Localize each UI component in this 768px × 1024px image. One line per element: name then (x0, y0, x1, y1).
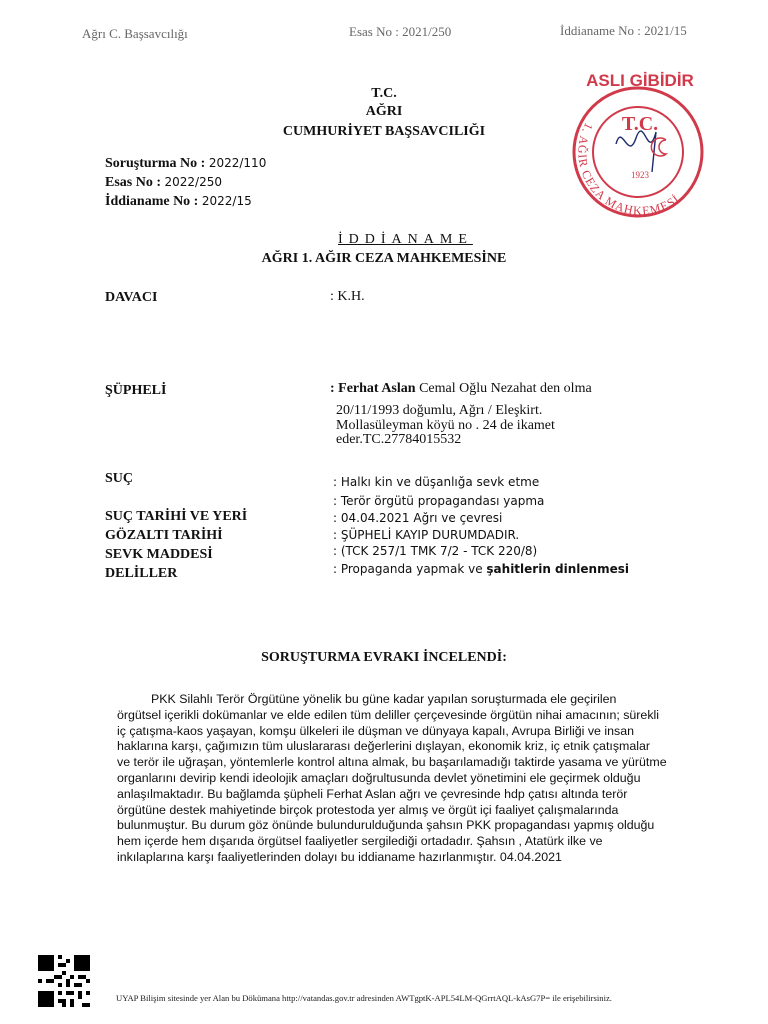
body-paragraph: PKK Silahlı Terör Örgütüne yönelik bu güne kadar yapılan soruşturmada ele geçirilen örgütsel içerikli dokümanlar ve elde edilen tüm deliller çerçevesinde örgütün nihai amacının; sürekli iç çatışma-kaos yaşayan, komşu ülkeleri ile düşman ve dünyaya kapalı, Avrupa Birliği ve insan haklarına karşı, çağımızın tüm uluslararası değerlerini dışlayan, ekonomik kriz, iç etnik çatışmalar ve terör ile uğraşan, yöntemlerle kontrol altına almak, bu başarılamadığı taktirde yasama ve yürütme organlarını devirip kendi ideolojik amaçları doğrultusunda devlet yönetimini ele geçirmek olduğu anlaşılmaktadır. Bu bağlamda şüpheli Ferhat Aslan ağrı ve çevresinde hdp çatısı altında terör örgütüne destek mahiyetinde birçok protestoda yer almış ve örgüt içi faaliyet çalışmalarında bulunmuştur. Bu durum göz önünde bulundurulduğunda şahsın PKK propagandası yapmış olduğu hem içerde hem dışarıda örgütsel faaliyetler sergilediği ortadadır. Şahsın , Atatürk ilke ve inkılaplarına karşı faaliyetlerinden dolayı bu iddianame hazırlanmıştır. 04.04.2021 (117, 692, 667, 864)
detail-value-suc-tarihi: : 04.04.2021 Ağrı ve çevresi (333, 511, 503, 525)
stamp-top-text: ASLI GİBİDİR (586, 71, 694, 90)
title-tc: T.C. (371, 86, 397, 101)
file-info-label: İddianame No : (105, 194, 199, 209)
suc-item: : Halkı kin ve düşanlığa sevk etme (333, 475, 540, 489)
file-info-row (105, 194, 252, 210)
file-info-value: 2022/110 (208, 156, 267, 170)
header-esas-no: Esas No : 2021/250 (349, 24, 452, 39)
section-title: SORUŞTURMA EVRAKI İNCELENDİ: (261, 650, 507, 665)
file-info-value: 2022/15 (201, 194, 252, 208)
supheli-label: ŞÜPHELİ (105, 383, 167, 398)
suc-item: : Terör örgütü propagandası yapma (333, 494, 545, 508)
qr-code-icon (38, 955, 90, 1007)
supheli-name: : Ferhat Aslan (330, 381, 416, 396)
file-info-value: 2022/250 (164, 175, 223, 189)
supheli-name-rest: Cemal Oğlu Nezahat den olma (419, 381, 592, 396)
detail-label-gozalti: GÖZALTI TARİHİ (105, 528, 223, 543)
file-info-row (105, 175, 222, 191)
detail-label-suc-tarihi: SUÇ TARİHİ VE YERİ (105, 509, 248, 524)
detail-value-gozalti: : ŞÜPHELİ KAYIP DURUMDADIR. (333, 528, 520, 542)
detail-label-sevk: SEVK MADDESİ (105, 547, 213, 562)
crescent-icon (651, 138, 666, 156)
file-info-label: Esas No : (105, 175, 162, 190)
davaci-label: DAVACI (105, 290, 158, 305)
stamp-year: 1923 (631, 170, 649, 180)
stamp-ring-text: 1. AĞIR CEZA MAHKEMESİ (575, 120, 683, 218)
detail-label-deliller: DELİLLER (105, 566, 178, 581)
addressee: AĞRI 1. AĞIR CEZA MAHKEMESİNE (261, 251, 507, 266)
supheli-name-line (330, 381, 592, 397)
footer-note: UYAP Bilişim sitesinde yer Alan bu Dökümana http://vatandas.gov.tr adresinden AWTgptK-APL54LM-QGrrtAQL-kAsG7P= ile erişebilirsiniz. (116, 993, 612, 1003)
detail-value-deliller: : Propaganda yapmak ve şahitlerin dinlenmesi (333, 562, 629, 576)
davaci-value: : K.H. (330, 289, 365, 304)
file-info-label: Soruşturma No : (105, 156, 206, 171)
document-title: İDDİANAME (338, 232, 473, 247)
suc-label: SUÇ (105, 471, 134, 486)
detail-value-sevk: : (TCK 257/1 TMK 7/2 - TCK 220/8) (333, 544, 538, 558)
file-info-row (105, 156, 266, 172)
title-office: CUMHURİYET BAŞSAVCILIĞI (282, 124, 486, 139)
stamp-center-text: T.C. (621, 113, 659, 135)
title-agri: AĞRI (365, 104, 403, 119)
header-office: Ağrı C. Başsavcılığı (82, 26, 188, 41)
header-iddianame-no: İddianame No : 2021/15 (560, 23, 687, 38)
supheli-details: 20/11/1993 doğumlu, Ağrı / Eleşkirt. Mollasüleyman köyü no . 24 de ikamet eder.TC.27784015532 (336, 403, 555, 447)
